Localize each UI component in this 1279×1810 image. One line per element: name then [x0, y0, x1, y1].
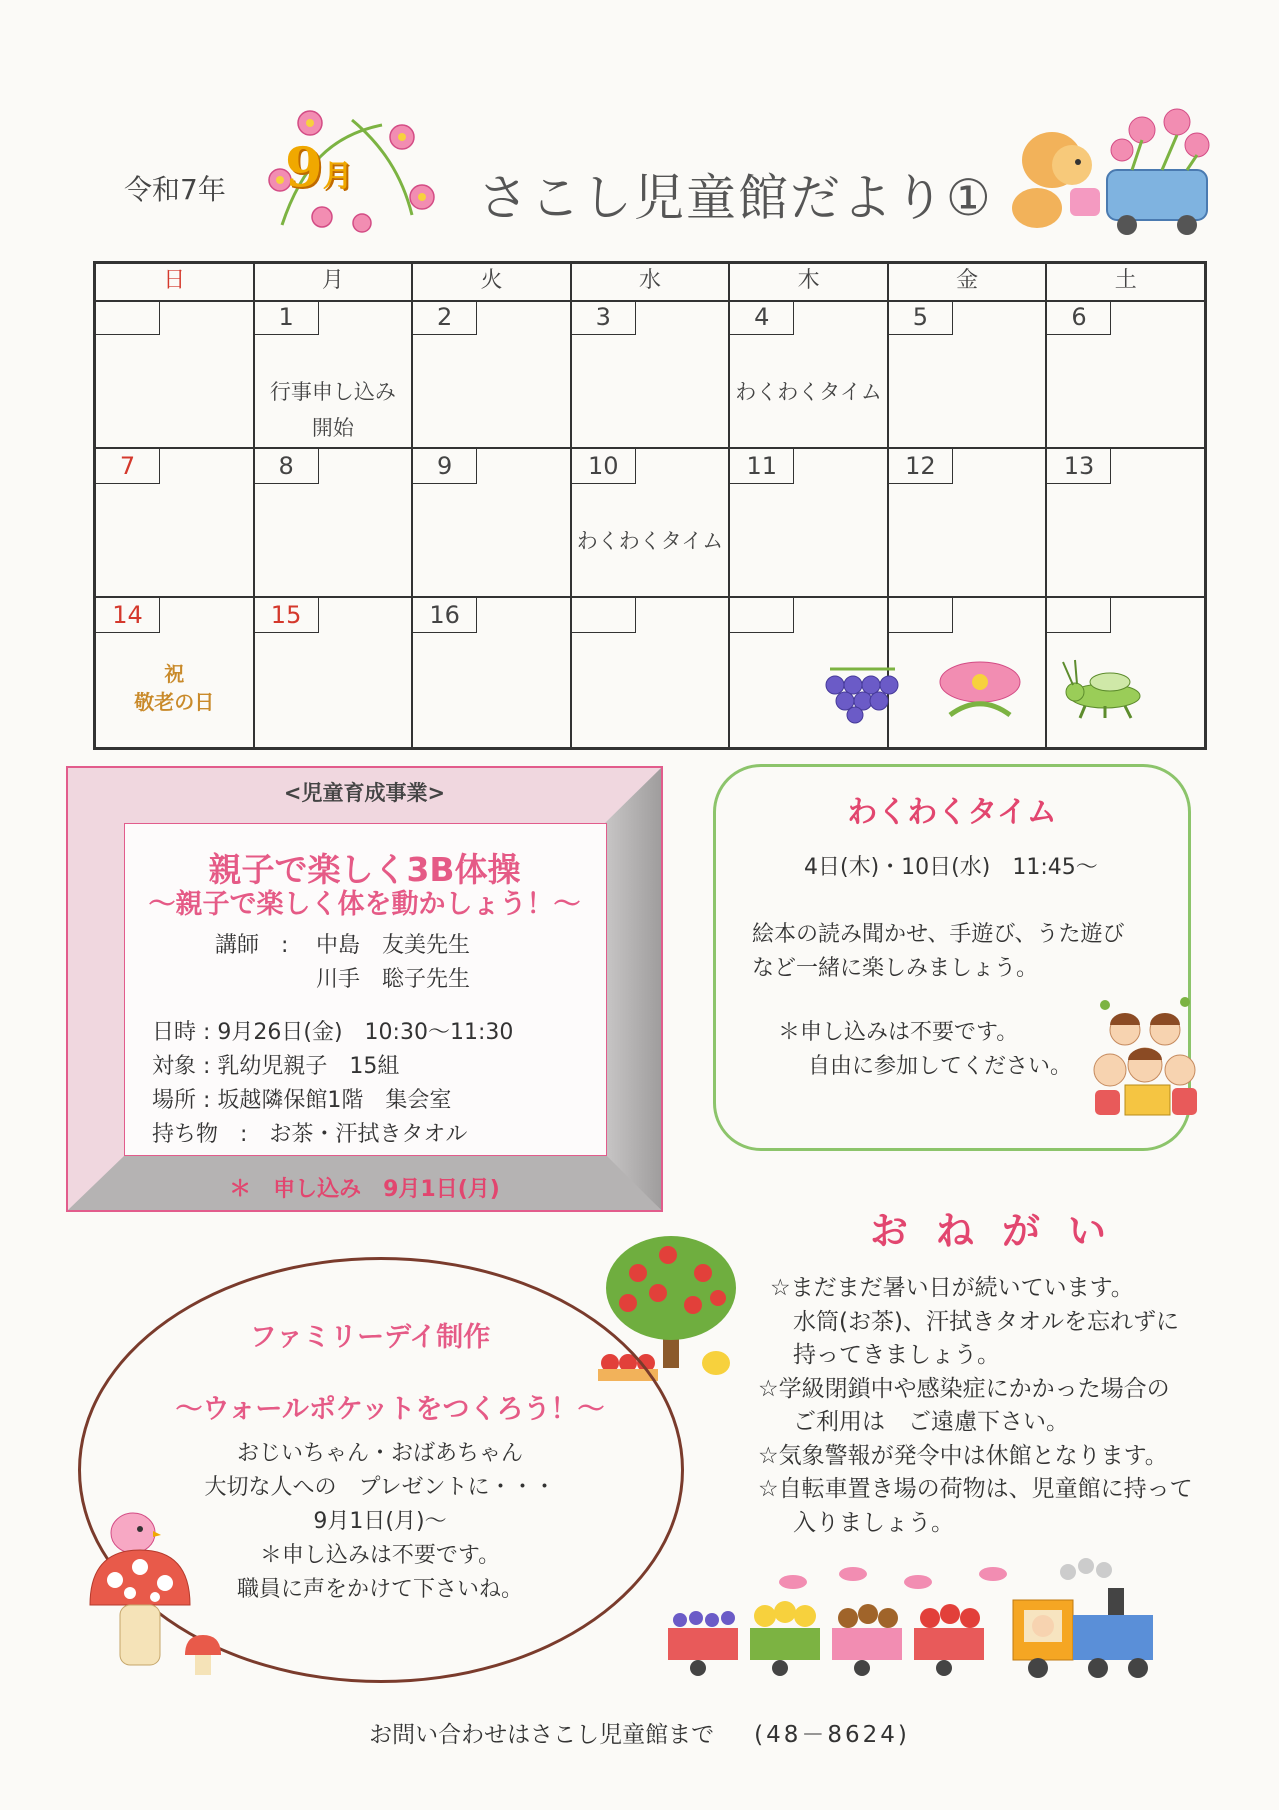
calendar-day-number: 15 — [255, 598, 319, 633]
family-day-line: ＊申し込みは不要です。 — [259, 1543, 501, 1568]
calendar-day-number: 4 — [730, 300, 794, 335]
calendar-day-number: 13 — [1047, 449, 1111, 484]
weekday-fri: 金 — [889, 264, 1048, 300]
onegai-line: 入りましょう。 — [770, 1509, 954, 1536]
calendar-event-note: 行事申し込み 開始 — [269, 380, 396, 440]
era-label: 令和7年 — [124, 173, 226, 206]
weekday-tue: 火 — [413, 264, 572, 300]
family-day-line: おじいちゃん・おばあちゃん — [236, 1441, 523, 1466]
event-target: 対象 : 乳幼児親子 15組 — [152, 1054, 400, 1079]
month-badge — [285, 135, 353, 199]
fruit-train-icon — [668, 1560, 1173, 1680]
calendar-day-number: 12 — [889, 449, 953, 484]
wakuwaku-note-2: 自由に参加してください。 — [808, 1054, 1073, 1079]
event-subtitle: ～親子で楽しく体を動かしょう！～ — [148, 889, 581, 920]
calendar-day-cell — [413, 300, 572, 447]
calendar-week-row — [96, 449, 1204, 598]
calendar-day-cell — [1047, 449, 1204, 596]
wakuwaku-desc-1: 絵本の読み聞かせ、手遊び、うた遊び — [752, 922, 1125, 947]
weekday-mon: 月 — [255, 264, 414, 300]
calendar-day-number — [96, 300, 160, 335]
calendar-event-note: わくわくタイム — [735, 380, 882, 404]
page-title: さこし児童館だより① — [478, 169, 993, 227]
event-category: <児童育成事業> — [283, 781, 446, 805]
squirrel-cart-icon — [1012, 100, 1212, 240]
onegai-line: ☆学級閉鎖中や感染症にかかった場合の — [758, 1375, 1170, 1402]
weekday-wed: 水 — [572, 264, 731, 300]
event-date: 日時 : 9月26日(金) 10:30～11:30 — [152, 1020, 514, 1045]
calendar-day-cell — [255, 300, 414, 447]
calendar-day-cell — [572, 300, 731, 447]
calendar-day-number — [1047, 598, 1111, 633]
calendar-day-cell — [96, 449, 255, 596]
wakuwaku-schedule: 4日(木)・10日(水) 11:45～ — [804, 855, 1098, 880]
footer-text: お問い合わせはさこし児童館まで — [369, 1722, 715, 1748]
calendar-day-number: 1 — [255, 300, 319, 335]
event-apply: ＊ 申し込み 9月1日(月) — [229, 1177, 500, 1202]
family-day-line: 職員に声をかけて下さいね。 — [236, 1577, 523, 1602]
event-instructor-label: 講師 : — [215, 933, 289, 958]
calendar-day-cell — [572, 449, 731, 596]
calendar-day-number: 10 — [572, 449, 636, 484]
onegai-line: 持ってきましょう。 — [770, 1342, 1000, 1368]
calendar-day-number: 2 — [413, 300, 477, 335]
calendar-day-number: 11 — [730, 449, 794, 484]
onegai-title: おねがい — [870, 1209, 1135, 1253]
calendar — [93, 261, 1207, 750]
calendar-day-cell — [889, 300, 1048, 447]
calendar-day-number: 14 — [96, 598, 160, 633]
calendar-day-number — [572, 598, 636, 633]
flower-icon — [930, 660, 1030, 720]
calendar-day-number: 7 — [96, 449, 160, 484]
family-day-title: ファミリーデイ制作 — [249, 1322, 491, 1353]
calendar-day-cell — [96, 300, 255, 447]
event-box — [66, 766, 663, 1212]
event-instructor-1: 中島 友美先生 — [316, 933, 471, 958]
calendar-weekday-header — [96, 264, 1204, 302]
footer-contact — [0, 1716, 1279, 1749]
event-items: 持ち物 : お茶・汗拭きタオル — [152, 1122, 468, 1147]
onegai-line: ☆自転車置き場の荷物は、児童館に持って — [758, 1476, 1193, 1502]
month-suffix: 月 — [322, 159, 353, 194]
onegai-line: ☆まだまだ暑い日が続いています。 — [770, 1275, 1134, 1301]
calendar-day-cell — [730, 449, 889, 596]
grasshopper-icon — [1055, 660, 1145, 720]
calendar-day-number — [730, 598, 794, 633]
event-box-bevel — [605, 768, 661, 1210]
calendar-day-number: 3 — [572, 300, 636, 335]
onegai-line: ☆気象警報が発令中は休館となります。 — [758, 1442, 1168, 1469]
calendar-event-note: わくわくタイム — [576, 528, 724, 553]
calendar-day-cell — [730, 300, 889, 447]
calendar-day-number: 8 — [255, 449, 319, 484]
calendar-day-cell — [572, 598, 731, 747]
calendar-day-cell — [96, 598, 255, 747]
mushroom-bird-icon — [85, 1505, 225, 1680]
event-place: 場所 : 坂越隣保館1階 集会室 — [152, 1088, 452, 1113]
family-day-line: 9月1日(月)～ — [313, 1509, 447, 1534]
wakuwaku-title: わくわくタイム — [847, 795, 1057, 830]
calendar-day-number — [889, 598, 953, 633]
event-title: 親子で楽しく3B体操 — [208, 850, 521, 889]
calendar-day-cell — [1047, 300, 1204, 447]
family-day-text — [200, 1437, 560, 1607]
wakuwaku-desc-2: など一緒に楽しみましょう。 — [752, 956, 1039, 981]
calendar-day-cell — [889, 449, 1048, 596]
event-instructor-2: 川手 聡子先生 — [316, 967, 471, 992]
calendar-day-cell — [413, 598, 572, 747]
calendar-day-cell — [255, 449, 414, 596]
month-number: 9 — [285, 135, 323, 199]
calendar-day-number: 6 — [1047, 300, 1111, 335]
calendar-week-row — [96, 598, 1204, 747]
family-day-subtitle: ～ウォールポケットをつくろう！～ — [175, 1394, 605, 1425]
wakuwaku-note-1: ＊申し込みは不要です。 — [778, 1020, 1019, 1045]
calendar-day-number: 9 — [413, 449, 477, 484]
calendar-day-number: 5 — [889, 300, 953, 335]
calendar-day-number: 16 — [413, 598, 477, 633]
family-day-line: 大切な人への プレゼントに・・・ — [204, 1475, 556, 1500]
footer-tel: (48－8624) — [754, 1722, 910, 1748]
holiday-label: 祝 敬老の日 — [134, 661, 215, 714]
calendar-day-cell — [255, 598, 414, 747]
children-reading-icon — [1090, 990, 1200, 1125]
weekday-sun: 日 — [96, 264, 255, 300]
onegai-line: ご利用は ご遠慮下さい。 — [770, 1409, 1069, 1435]
onegai-list — [758, 1272, 1193, 1540]
weekday-sat: 土 — [1114, 268, 1137, 293]
calendar-day-cell — [413, 449, 572, 596]
grapes-icon — [815, 663, 905, 723]
calendar-week-row — [96, 300, 1204, 449]
calendar-body — [96, 300, 1204, 747]
onegai-line: 水筒(お茶)、汗拭きタオルを忘れずに — [770, 1308, 1179, 1335]
weekday-thu: 木 — [730, 264, 889, 300]
